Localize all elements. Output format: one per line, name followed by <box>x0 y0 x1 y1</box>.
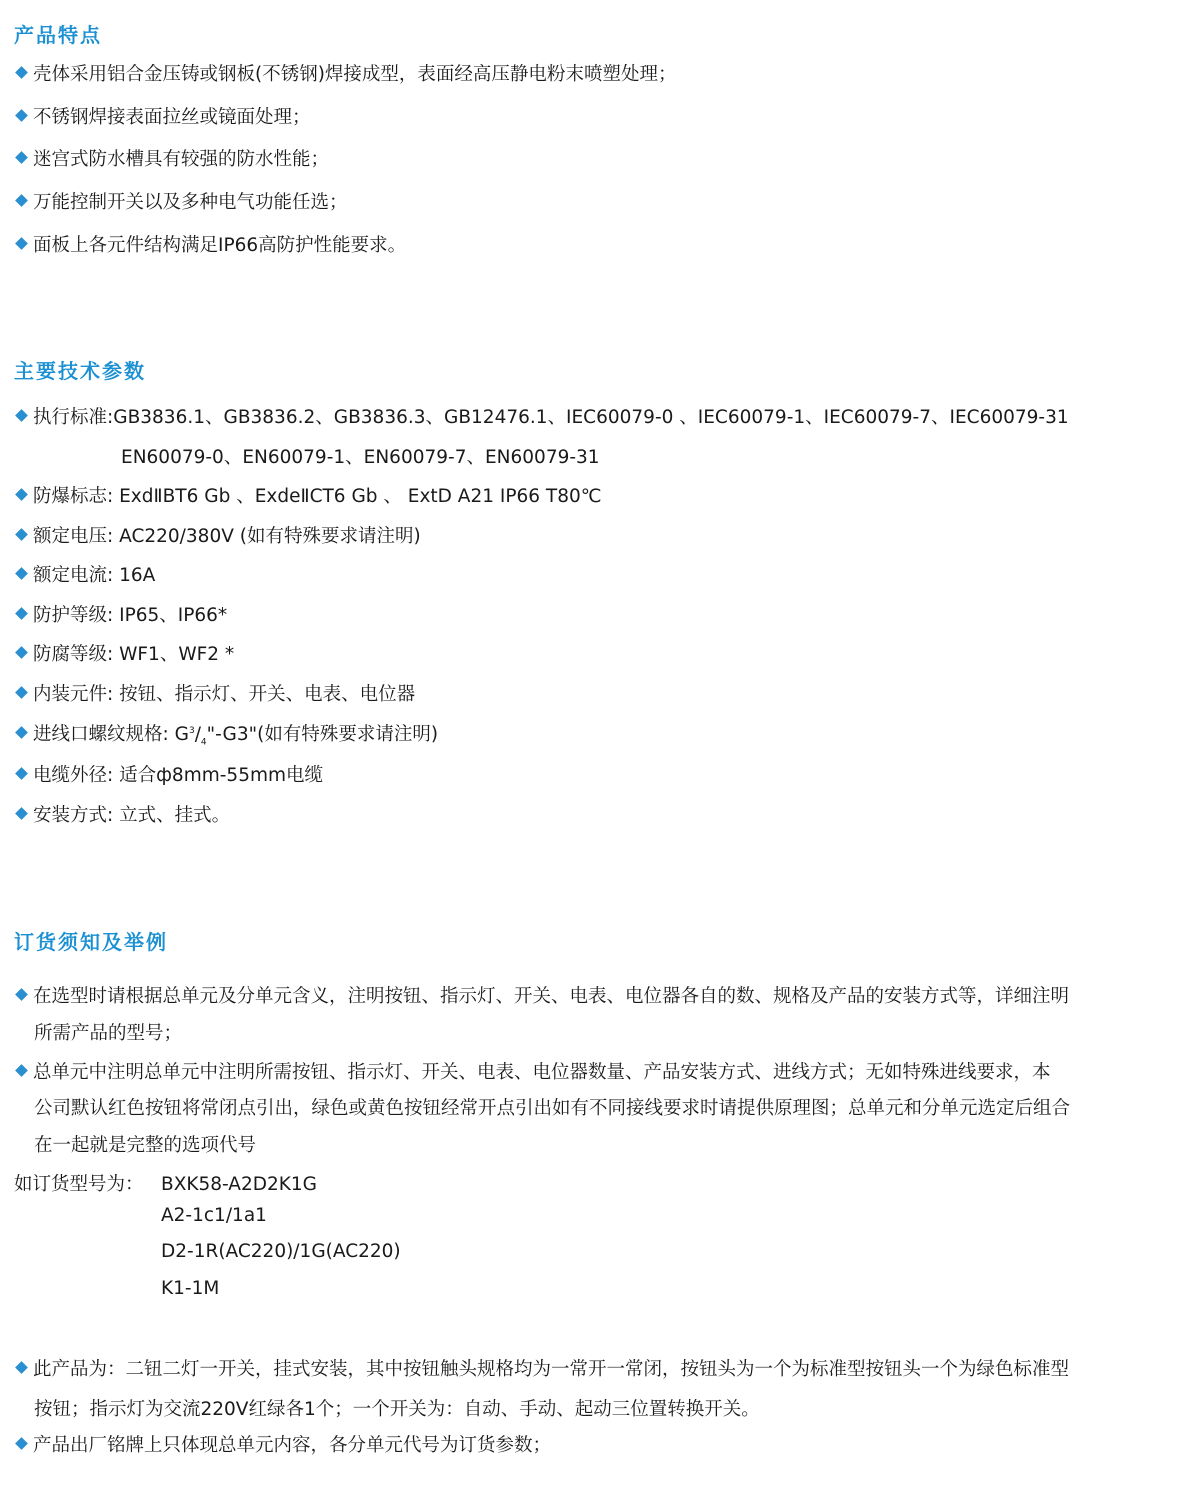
spec-install: 安装方式: 立式、挂式。 <box>14 804 230 828</box>
list-item: 额定电压: AC220/380V (如有特殊要求请注明) <box>14 525 421 549</box>
diamond-bullet-icon <box>15 646 28 659</box>
list-item: 壳体采用铝合金压铸或钢板(不锈钢)焊接成型，表面经高压静电粉末喷塑处理； <box>14 63 676 87</box>
spec-standard: 执行标准:GB3836.1、GB3836.2、GB3836.3、GB12476.1、IEC60079-0 、IEC60079-1、IEC60079-7、IEC60079-31 <box>14 406 1069 430</box>
features-heading: 产品特点 <box>14 23 102 47</box>
list-item: 面板上各元件结构满足IP66高防护性能要求。 <box>14 234 406 258</box>
diamond-bullet-icon <box>15 607 28 620</box>
list-item: 产品出厂铭牌上只体现总单元内容，各分单元代号为订货参数； <box>14 1434 551 1458</box>
list-item: 不锈钢焊接表面拉丝或镜面处理； <box>14 106 311 130</box>
diamond-bullet-icon <box>15 767 28 780</box>
list-item-continued: 在一起就是完整的选项代号 <box>34 1135 257 1156</box>
spec-standard-continued: EN60079-0、EN60079-1、EN60079-7、EN60079-31 <box>121 447 600 468</box>
specs-heading: 主要技术参数 <box>14 359 146 383</box>
list-item: 万能控制开关以及多种电气功能任选； <box>14 191 348 215</box>
diamond-bullet-icon <box>15 988 28 1001</box>
list-item: 迷宫式防水槽具有较强的防水性能； <box>14 148 329 172</box>
list-item: 此产品为：二钮二灯一开关，挂式安装，其中按钮触头规格均为一常开一常闭，按钮头为一个为标准型按钮头一个为绿色标准型 <box>14 1358 1069 1382</box>
example-code: BXK58-A2D2K1G <box>161 1174 317 1195</box>
diamond-bullet-icon <box>15 1361 28 1374</box>
diamond-bullet-icon <box>15 528 28 541</box>
diamond-bullet-icon <box>15 194 28 207</box>
diamond-bullet-icon <box>15 488 28 501</box>
example-label: 如订货型号为： <box>14 1174 144 1195</box>
diamond-bullet-icon <box>15 151 28 164</box>
spec-components: 内装元件: 按钮、指示灯、开关、电表、电位器 <box>14 683 415 707</box>
example-code: A2-1c1/1a1 <box>161 1205 267 1226</box>
list-item: 额定电流: 16A <box>14 564 155 588</box>
diamond-bullet-icon <box>15 109 28 122</box>
diamond-bullet-icon <box>15 1064 28 1077</box>
spec-cable: 电缆外径: 适合ф8mm-55mm电缆 <box>14 764 323 788</box>
diamond-bullet-icon <box>15 1437 28 1450</box>
diamond-bullet-icon <box>15 726 28 739</box>
list-item-continued: 公司默认红色按钮将常闭点引出，绿色或黄色按钮经常开点引出如有不同接线要求时请提供原理图；总单元和分单元选定后组合 <box>34 1098 1071 1119</box>
list-item: 防腐等级: WF1、WF2 * <box>14 643 234 667</box>
spec-thread: 进线口螺纹规格: $G^3/_4"-G3$"(如有特殊要求请注明) <box>14 723 438 747</box>
diamond-bullet-icon <box>15 409 28 422</box>
list-item-continued: 所需产品的型号； <box>34 1023 183 1044</box>
diamond-bullet-icon <box>15 66 28 79</box>
list-item: 防爆标志: ExdⅡBT6 Gb 、ExdeⅡCT6 Gb 、 ExtD A21 IP66 T80℃ <box>14 485 602 509</box>
list-item: 总单元中注明总单元中注明所需按钮、指示灯、开关、电表、电位器数量、产品安装方式、进线方式；无如特殊进线要求，本 <box>14 1061 1051 1085</box>
example-code: K1-1M <box>161 1278 220 1299</box>
example-code: D2-1R(AC220)/1G(AC220) <box>161 1241 401 1262</box>
diamond-bullet-icon <box>15 237 28 250</box>
list-item: 在选型时请根据总单元及分单元含义，注明按钮、指示灯、开关、电表、电位器各自的数、规格及产品的安装方式等，详细注明 <box>14 985 1069 1009</box>
ordering-heading: 订货须知及举例 <box>14 930 168 954</box>
diamond-bullet-icon <box>15 807 28 820</box>
list-item-continued: 按钮；指示灯为交流220V红绿各1个；一个开关为：自动、手动、起动三位置转换开关。 <box>34 1399 760 1420</box>
diamond-bullet-icon <box>15 567 28 580</box>
diamond-bullet-icon <box>15 686 28 699</box>
list-item: 防护等级: IP65、IP66* <box>14 604 227 628</box>
